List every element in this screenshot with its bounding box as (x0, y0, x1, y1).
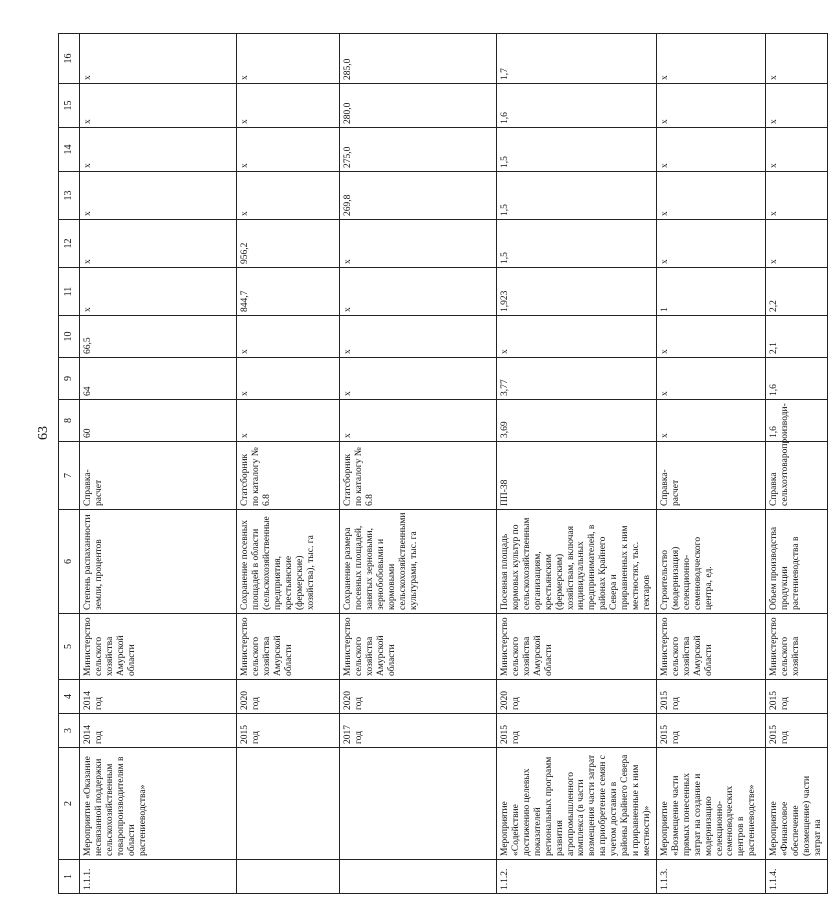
table-cell: х (656, 34, 765, 84)
table-cell: 2014 год (80, 714, 237, 748)
indicator-table (58, 33, 828, 894)
table-cell: 2015 год (497, 714, 657, 748)
table-cell: Сохранение посевных площадей в области (сельскохозяйственные предприятия, крестьянские (фермерские) хозяйства), тыс. га (237, 510, 340, 614)
table-cell: х (656, 316, 765, 358)
table-cell: х (656, 220, 765, 268)
table-cell: 3,77 (497, 358, 657, 400)
table-cell (340, 860, 497, 894)
table-cell: 3,69 (497, 400, 657, 442)
table-cell: Степень распаханности земли, процентов (80, 510, 237, 614)
table-cell: 2,1 (765, 316, 827, 358)
column-header: 5 (59, 614, 80, 680)
column-header: 6 (59, 510, 80, 614)
table-cell: 60 (80, 400, 237, 442)
table-cell: Мероприятие «Финансовое обеспечение (возмещение) части затрат на (765, 748, 827, 860)
table-cell: 275,0 (340, 128, 497, 172)
table-cell: Министерство сельского хозяйства Амурской области (80, 614, 237, 680)
table-cell: 2,2 (765, 268, 827, 316)
table-cell: 1.1.1. (80, 860, 237, 894)
column-header: 11 (59, 268, 80, 316)
table-cell: х (80, 172, 237, 220)
table-cell: 2020 год (340, 680, 497, 714)
column-header: 7 (59, 442, 80, 510)
table-cell: ПП-38 (497, 442, 657, 510)
table-cell: Мероприятие «Содействие достижению целевых показателей региональных программ развития агропромышленного комплекса (в части возмещения части затрат на приобретение семян с учетом доставки в районы Крайнего Севера и приравненные к ним местности)» (497, 748, 657, 860)
table-row (497, 34, 657, 894)
table-cell: 1,5 (497, 172, 657, 220)
column-header: 13 (59, 172, 80, 220)
table-cell: х (765, 172, 827, 220)
table-cell: х (237, 400, 340, 442)
table-cell: Министерство сельского хозяйства Амурской области (656, 614, 765, 680)
page-number: 63 (36, 426, 51, 440)
table-cell: Министерство сельского хозяйства Амурской области (237, 614, 340, 680)
table-cell: Справка-расчет (80, 442, 237, 510)
table-cell: 2015 год (237, 714, 340, 748)
table-cell: 64 (80, 358, 237, 400)
table-cell: х (340, 220, 497, 268)
table-cell: х (80, 220, 237, 268)
table-cell: х (340, 400, 497, 442)
table-cell: х (656, 358, 765, 400)
column-header: 10 (59, 316, 80, 358)
table-cell: х (340, 358, 497, 400)
table-cell: х (340, 316, 497, 358)
table-cell: х (80, 84, 237, 128)
table-cell: х (765, 220, 827, 268)
table-cell: х (237, 316, 340, 358)
column-header: 9 (59, 358, 80, 400)
table-cell: х (497, 316, 657, 358)
table-row (340, 34, 497, 894)
table-cell: Справка-расчет (656, 442, 765, 510)
table-cell: х (237, 34, 340, 84)
table-cell: Объем производства продукции растениеводства в (765, 510, 827, 614)
table-cell: 66,5 (80, 316, 237, 358)
column-header: 12 (59, 220, 80, 268)
table-cell: Сохранение размера посевных площадей, занятых зерновыми, зернобобовыми и кормовыми сельскохозяйственными культурами, тыс. га (340, 510, 497, 614)
table-cell: 956,2 (237, 220, 340, 268)
table-cell: Мероприятие «Возмещение части прямых понесенных затрат на создание и модернизацию селекционно-семеноводческих центров в растениеводстве» (656, 748, 765, 860)
table-cell: 2015 год (765, 714, 827, 748)
document-sheet (58, 34, 823, 894)
table-cell: 2015 год (765, 680, 827, 714)
table-cell: 2020 год (497, 680, 657, 714)
table-cell (237, 860, 340, 894)
table-cell: 1,923 (497, 268, 657, 316)
table-cell: х (237, 84, 340, 128)
table-row (765, 34, 827, 894)
table-cell: Министерство сельского хозяйства (765, 614, 827, 680)
table-cell: Статсборник по каталогу № 6.8 (340, 442, 497, 510)
column-header: 3 (59, 714, 80, 748)
table-cell: 2014 год (80, 680, 237, 714)
column-header: 2 (59, 748, 80, 860)
table-cell: х (656, 400, 765, 442)
table-cell: Министерство сельского хозяйства Амурской области (497, 614, 657, 680)
column-header: 8 (59, 400, 80, 442)
column-header: 16 (59, 34, 80, 84)
table-cell: Посевная площадь кормовых культур по сельскохозяйственным организациям, крестьянским (фермерским) хозяйствам, включая индивидуальных предпринимателей, в районах Крайнего Севера и приравненных к ним местностях, тыс. гектаров (497, 510, 657, 614)
table-cell: х (765, 34, 827, 84)
table-cell: 2017 год (340, 714, 497, 748)
table-cell: 1,7 (497, 34, 657, 84)
table-cell (237, 748, 340, 860)
column-header: 14 (59, 128, 80, 172)
table-cell: 285,0 (340, 34, 497, 84)
table-cell: х (237, 172, 340, 220)
table-cell: х (237, 128, 340, 172)
table-cell: х (80, 34, 237, 84)
table-cell: Справка сельхозтоваропроизводи- (765, 442, 827, 510)
table-cell: 269,8 (340, 172, 497, 220)
column-header: 4 (59, 680, 80, 714)
table-cell: 1,6 (765, 358, 827, 400)
table-cell: 1 (656, 268, 765, 316)
table-cell (340, 748, 497, 860)
table-cell: х (80, 128, 237, 172)
table-row (656, 34, 765, 894)
table-cell: х (656, 172, 765, 220)
header-row (59, 34, 80, 894)
table-cell: х (80, 268, 237, 316)
table-cell: 1,5 (497, 220, 657, 268)
table-cell: х (765, 84, 827, 128)
table-cell: 1,6 (497, 84, 657, 128)
table-row (237, 34, 340, 894)
table-cell: 1,6 (765, 400, 827, 442)
table-cell: 2020 год (237, 680, 340, 714)
table-cell: Статсборник по каталогу № 6.8 (237, 442, 340, 510)
table-cell: х (765, 128, 827, 172)
table-cell: х (340, 268, 497, 316)
table-cell: х (656, 84, 765, 128)
table-cell: 844,7 (237, 268, 340, 316)
table-cell: 2015 год (656, 714, 765, 748)
table-cell: 280,0 (340, 84, 497, 128)
table-cell: 2015 год (656, 680, 765, 714)
table-cell: 1,5 (497, 128, 657, 172)
table-cell: 1.1.4. (765, 860, 827, 894)
table-cell: Мероприятие «Оказание несвязанной поддержки сельскохозяйственным товаропроизводителям в области растениеводства» (80, 748, 237, 860)
table-cell: 1.1.3. (656, 860, 765, 894)
column-header: 15 (59, 84, 80, 128)
table-cell: 1.1.2. (497, 860, 657, 894)
table-cell: Строительство (модернизация) селекционно-семеноводческого центра, ед. (656, 510, 765, 614)
table-cell: Министерство сельского хозяйства Амурской области (340, 614, 497, 680)
column-header: 1 (59, 860, 80, 894)
table-cell: х (656, 128, 765, 172)
table-cell: х (237, 358, 340, 400)
table-row (80, 34, 237, 894)
